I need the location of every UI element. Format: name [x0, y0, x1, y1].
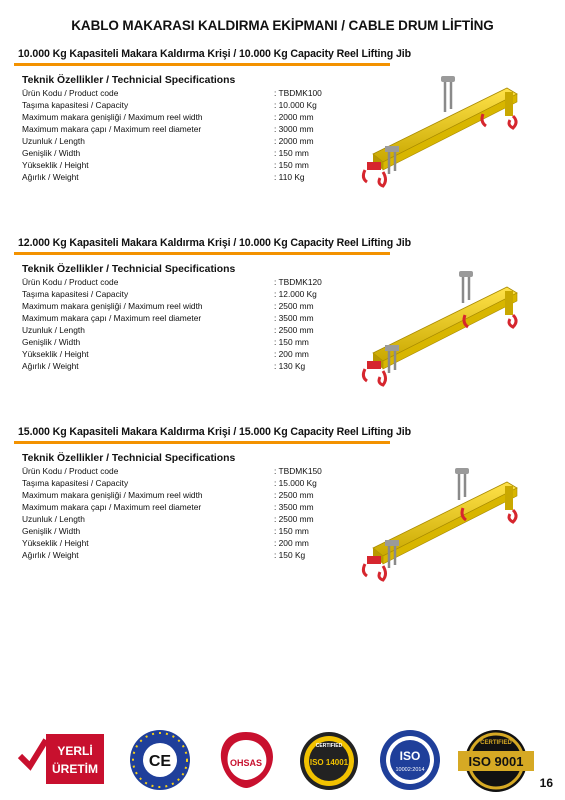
- spec-label: Yükseklik / Height: [22, 349, 89, 359]
- section-divider: [14, 441, 390, 444]
- spec-value: : 150 mm: [274, 337, 309, 347]
- spec-label: Ürün Kodu / Product code: [22, 277, 119, 287]
- spec-value: : 2500 mm: [274, 490, 314, 500]
- spec-value: : 200 mm: [274, 349, 309, 359]
- iso-text: ISO: [399, 749, 421, 763]
- spec-label: Ağırlık / Weight: [22, 550, 79, 560]
- spec-row: [22, 537, 309, 549]
- spec-value: : TBDMK100: [274, 88, 322, 98]
- spec-row: [22, 159, 309, 171]
- spec-value: : 3500 mm: [274, 502, 314, 512]
- spec-value: : 3000 mm: [274, 124, 314, 134]
- spec-label: Uzunluk / Length: [22, 325, 85, 335]
- spec-label: Ağırlık / Weight: [22, 361, 79, 371]
- spec-row: [22, 501, 314, 513]
- ce-text: CE: [148, 753, 172, 770]
- spec-row: [22, 123, 314, 135]
- spec-value: : TBDMK120: [274, 277, 322, 287]
- iso-number-text: 10002:2014: [395, 767, 425, 773]
- iso-10002-badge: [378, 728, 442, 792]
- page-number: 16: [539, 776, 553, 790]
- spec-value: : 2000 mm: [274, 136, 314, 146]
- spec-row: [22, 312, 314, 324]
- spec-value: : 150 mm: [274, 148, 309, 158]
- spec-row: [22, 135, 314, 147]
- uretim-text: ÜRETİM: [52, 762, 98, 776]
- spec-label: Uzunluk / Length: [22, 136, 85, 146]
- spec-heading: Teknik Özellikler / Technicial Specifications: [22, 75, 236, 86]
- spec-value: : 150 mm: [274, 160, 309, 170]
- spec-value: : 2500 mm: [274, 325, 314, 335]
- spec-value: : 12.000 Kg: [274, 289, 317, 299]
- spec-row: [22, 324, 314, 336]
- certified-text: CERTIFIED: [315, 743, 343, 749]
- spec-heading: Teknik Özellikler / Technicial Specifications: [22, 453, 236, 464]
- ce-mark-badge: [128, 728, 192, 792]
- spec-value: : 2000 mm: [274, 112, 314, 122]
- iso-14001-badge: [298, 730, 360, 792]
- lifting-jib-image: [355, 456, 535, 596]
- section-divider: [14, 252, 390, 255]
- spec-label: Uzunluk / Length: [22, 514, 85, 524]
- certified-text: CERTIFIED: [480, 740, 512, 746]
- spec-label: Maximum makara çapı / Maximum reel diameter: [22, 124, 202, 134]
- yerli-uretim-badge: [16, 734, 106, 786]
- section-divider: [14, 63, 390, 66]
- spec-row: [22, 336, 309, 348]
- yerli-text: YERLİ: [57, 744, 93, 758]
- spec-label: Yükseklik / Height: [22, 538, 89, 548]
- spec-value: : 130 Kg: [274, 361, 306, 371]
- spec-row: [22, 465, 322, 477]
- spec-label: Genişlik / Width: [22, 526, 81, 536]
- spec-row: [22, 525, 309, 537]
- spec-value: : 2500 mm: [274, 514, 314, 524]
- spec-label: Genişlik / Width: [22, 148, 81, 158]
- spec-value: : TBDMK150: [274, 466, 322, 476]
- spec-label: Maximum makara genişliği / Maximum reel width: [22, 301, 203, 311]
- iso-9001-badge: [458, 728, 534, 794]
- spec-row: [22, 111, 314, 123]
- lifting-jib-image: [355, 62, 535, 202]
- spec-label: Ağırlık / Weight: [22, 172, 79, 182]
- spec-row: [22, 513, 314, 525]
- spec-label: Yükseklik / Height: [22, 160, 89, 170]
- spec-row: [22, 489, 314, 501]
- spec-value: : 10.000 Kg: [274, 100, 317, 110]
- product-section-tbdmk120: [0, 237, 565, 427]
- spec-row: [22, 477, 317, 489]
- spec-value: : 3500 mm: [274, 313, 314, 323]
- spec-value: : 110 Kg: [274, 172, 305, 182]
- spec-row: [22, 300, 314, 312]
- spec-row: [22, 147, 309, 159]
- ohsas-text: OHSAS: [229, 758, 263, 768]
- product-section-tbdmk150: [0, 426, 565, 616]
- spec-label: Maximum makara çapı / Maximum reel diameter: [22, 313, 202, 323]
- spec-heading: Teknik Özellikler / Technicial Specifications: [22, 264, 236, 275]
- ohsas-badge: [214, 730, 278, 790]
- spec-row: [22, 276, 322, 288]
- iso-14001-text: ISO 14001: [309, 758, 349, 767]
- spec-value: : 200 mm: [274, 538, 309, 548]
- iso-9001-text: ISO 9001: [468, 754, 524, 769]
- lifting-jib-image: [355, 261, 535, 401]
- spec-label: Ürün Kodu / Product code: [22, 466, 119, 476]
- section-title: 15.000 Kg Kapasiteli Makara Kaldırma Krişi / 15.000 Kg Capacity Reel Lifting Jib: [18, 426, 411, 438]
- spec-value: : 150 mm: [274, 526, 309, 536]
- section-title: 10.000 Kg Kapasiteli Makara Kaldırma Krişi / 10.000 Kg Capacity Reel Lifting Jib: [18, 48, 411, 60]
- spec-row: [22, 288, 317, 300]
- spec-row: [22, 99, 317, 111]
- spec-label: Maximum makara çapı / Maximum reel diameter: [22, 502, 202, 512]
- spec-value: : 2500 mm: [274, 301, 314, 311]
- page-title: KABLO MAKARASI KALDIRMA EKİPMANI / CABLE DRUM LİFTİNG: [71, 18, 494, 33]
- spec-label: Ürün Kodu / Product code: [22, 88, 119, 98]
- product-section-tbdmk100: [0, 48, 565, 238]
- certification-badges: [0, 728, 565, 800]
- spec-row: [22, 549, 305, 561]
- spec-label: Maximum makara genişliği / Maximum reel width: [22, 490, 203, 500]
- spec-label: Maximum makara genişliği / Maximum reel width: [22, 112, 203, 122]
- spec-row: [22, 171, 305, 183]
- spec-row: [22, 348, 309, 360]
- spec-label: Genişlik / Width: [22, 337, 81, 347]
- spec-label: Taşıma kapasitesi / Capacity: [22, 100, 129, 110]
- spec-value: : 150 Kg: [274, 550, 306, 560]
- spec-label: Taşıma kapasitesi / Capacity: [22, 289, 129, 299]
- spec-row: [22, 360, 305, 372]
- spec-label: Taşıma kapasitesi / Capacity: [22, 478, 129, 488]
- spec-row: [22, 87, 322, 99]
- spec-value: : 15.000 Kg: [274, 478, 317, 488]
- section-title: 12.000 Kg Kapasiteli Makara Kaldırma Krişi / 10.000 Kg Capacity Reel Lifting Jib: [18, 237, 411, 249]
